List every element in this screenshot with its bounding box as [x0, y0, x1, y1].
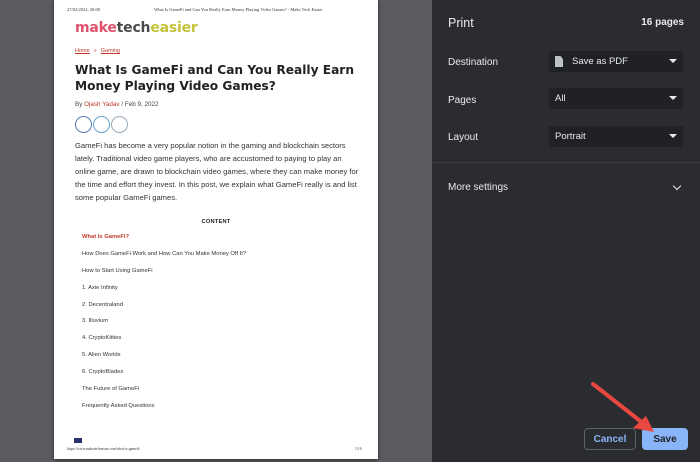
destination-select[interactable]	[549, 51, 683, 72]
toc-item: Frequently Asked Questions	[82, 402, 155, 409]
page-count: 16 pages	[641, 17, 684, 28]
layout-label: Layout	[448, 132, 479, 143]
breadcrumb-home: Home	[75, 48, 90, 54]
footer-mark-icon	[74, 438, 82, 443]
save-button[interactable]: Save	[642, 428, 688, 450]
dropdown-caret-icon	[669, 96, 677, 100]
section-divider	[432, 162, 700, 163]
breadcrumb-separator: »	[93, 48, 97, 54]
breadcrumb	[75, 48, 120, 54]
preview-page	[54, 0, 378, 459]
table-of-contents	[82, 234, 246, 420]
site-logo	[75, 20, 198, 36]
share-buttons	[75, 116, 128, 133]
logo-part-make: make	[75, 20, 117, 36]
page-footer-number: 1/16	[355, 447, 362, 451]
toc-title: CONTENT	[201, 219, 231, 225]
toc-item: What Is GameFi?	[82, 234, 130, 240]
document-icon	[555, 56, 563, 67]
page-header-date: 27/02/2022, 20:00	[67, 7, 101, 12]
toc-item: 6. CryptoBlades	[82, 369, 124, 376]
more-settings-toggle[interactable]: More settings	[448, 182, 509, 193]
article-intro: GameFi has become a very popular notion in the gaming and blockchain sectors lately. Traditional video game players, who are accustomed to paying to play an online game, are drawn to blockchain video games, where they can make money for the time and effort they invest. In this post, we explain what GameFi really is and list some popular GameFi games.	[75, 141, 359, 203]
share-circle-icon	[111, 116, 128, 133]
toc-item: 1. Axie Infinity	[82, 284, 118, 291]
toc-item: 5. Alien Worlds	[82, 352, 121, 359]
byline-author: Ojash Yadav	[84, 101, 120, 108]
pages-value: All	[555, 93, 566, 104]
toc-item: How to Start Using GameFi	[82, 267, 153, 274]
layout-value: Portrait	[555, 131, 586, 142]
article-title: What Is GameFi and Can You Really Earn Money Playing Video Games?	[75, 63, 354, 93]
logo-part-easier: easier	[150, 20, 198, 36]
toc-item: How Does GameFi Work and How Can You Make Money Off It?	[82, 250, 247, 257]
toc-item: 2. Decentraland	[82, 301, 123, 308]
layout-select[interactable]	[549, 126, 683, 147]
page-header-title: What Is GameFi and Can You Really Earn Money Playing Video Games? - Make Tech Easier	[154, 7, 323, 12]
logo-part-tech: tech	[116, 20, 151, 36]
dropdown-caret-icon	[669, 59, 677, 63]
cancel-button[interactable]: Cancel	[584, 428, 636, 450]
pages-label: Pages	[448, 95, 477, 106]
article-byline	[75, 101, 158, 108]
panel-title: Print	[448, 16, 474, 30]
breadcrumb-section: Gaming	[100, 48, 120, 54]
toc-item: The Future of GameFi	[82, 386, 140, 393]
share-circle-icon	[93, 116, 110, 133]
page-footer-url: https://www.maketecheasier.com/what-is-gamefi/	[67, 447, 141, 451]
destination-label: Destination	[448, 57, 499, 68]
pages-select[interactable]	[549, 88, 683, 109]
print-settings-panel	[432, 0, 700, 462]
destination-value: Save as PDF	[572, 56, 628, 67]
byline-date: / Feb 9, 2022	[121, 101, 159, 108]
share-circle-icon	[75, 116, 92, 133]
dropdown-caret-icon	[669, 134, 677, 138]
toc-item: 4. CryptoKitties	[82, 335, 122, 342]
chevron-down-icon[interactable]	[673, 182, 681, 190]
byline-prefix: By	[75, 101, 83, 108]
toc-item: 3. Illuvium	[82, 318, 109, 325]
